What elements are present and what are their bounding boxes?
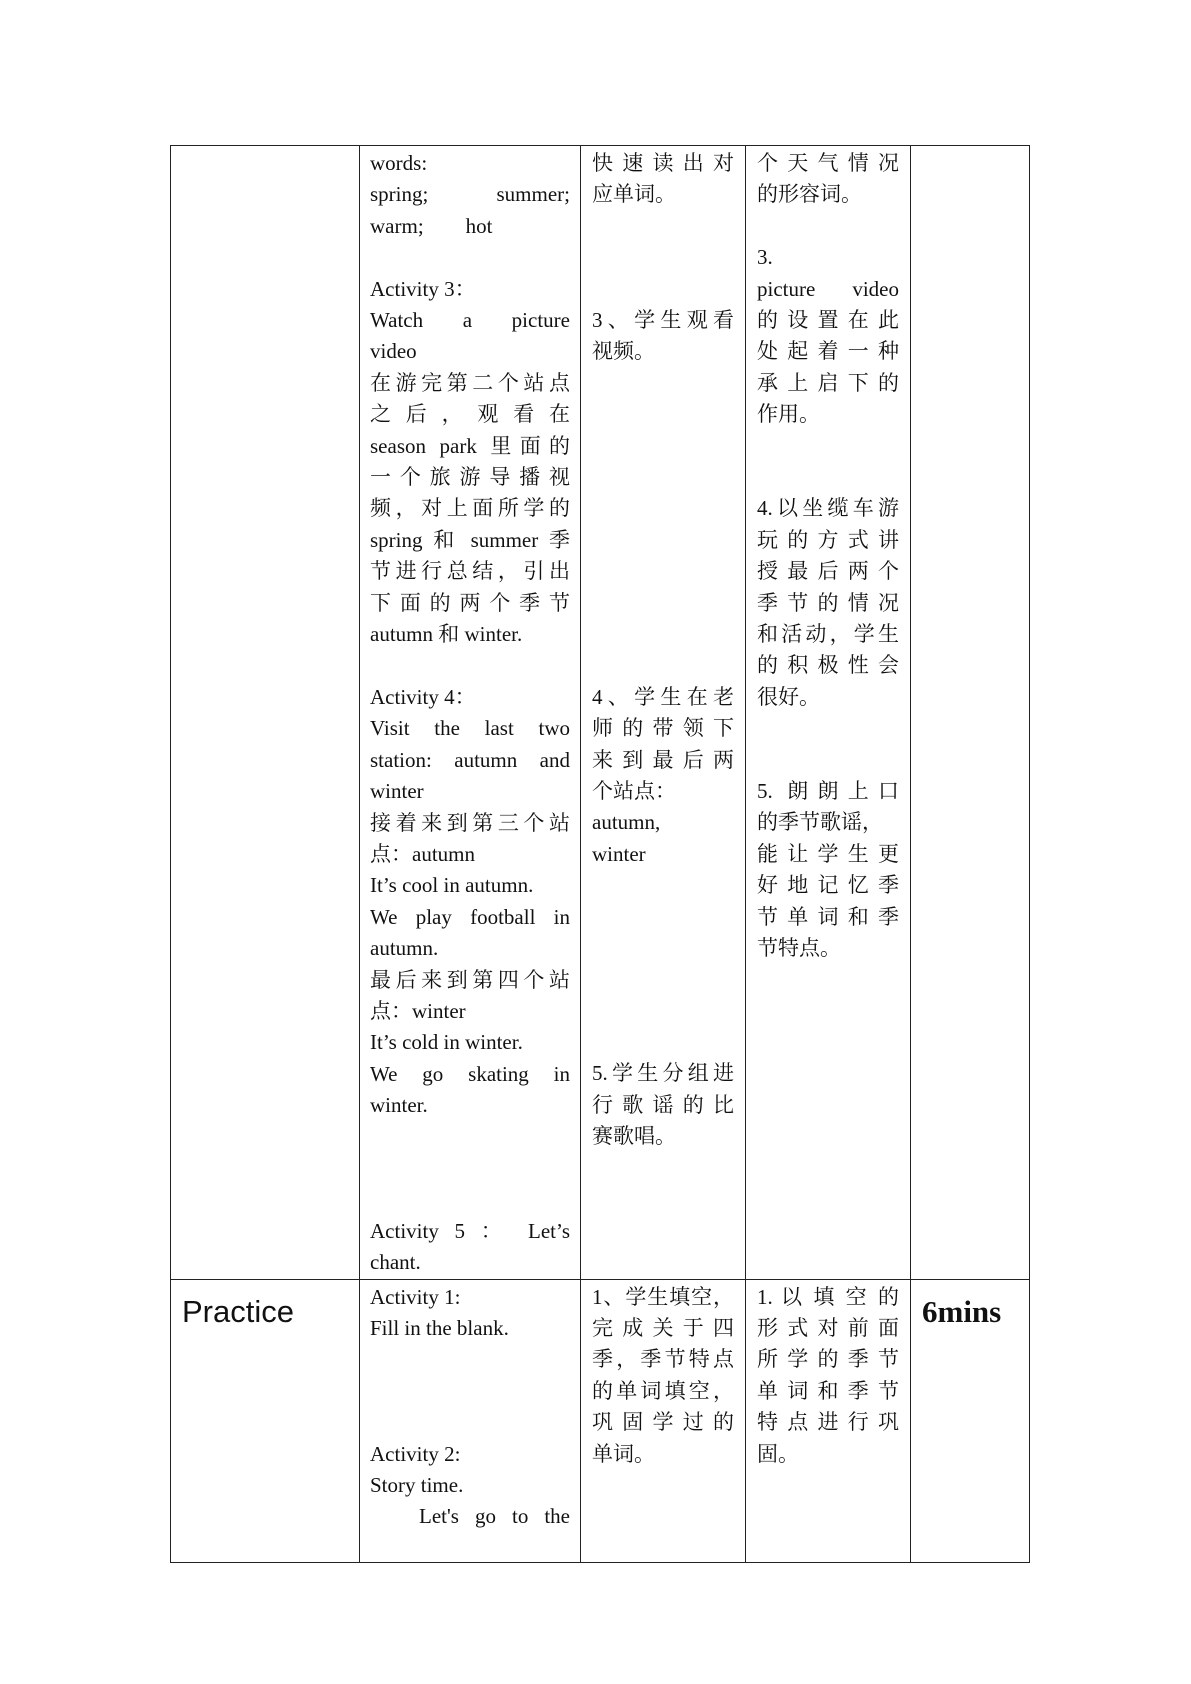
- blank-line: [592, 588, 734, 619]
- blank-line: [370, 1407, 570, 1438]
- text-line: 完 成 关 于 四: [592, 1315, 734, 1340]
- text-line: 作用。: [757, 402, 820, 427]
- text-line: Story time.: [370, 1472, 464, 1497]
- text-line: 的 设 置 在 此: [757, 308, 899, 333]
- text-line: 来 到 最 后 两: [592, 747, 734, 772]
- text-line: Activity 5 ： Let’s: [370, 1218, 570, 1243]
- blank-line: [370, 1344, 570, 1375]
- text-line: station: autumn and: [370, 747, 570, 772]
- student-activity-cell: [581, 1279, 746, 1562]
- teacher-activity-cell: [360, 1279, 581, 1562]
- text-line: Let's go to the: [419, 1504, 570, 1529]
- blank-line: [592, 556, 734, 587]
- blank-line: [592, 933, 734, 964]
- text-line: We play football in: [370, 904, 570, 929]
- text-line: 巩 固 学 过 的: [592, 1410, 734, 1435]
- text-line: 所 学 的 季 节: [757, 1347, 899, 1372]
- blank-line: [757, 745, 899, 776]
- blank-line: [592, 211, 734, 242]
- text-line: 5. 朗朗上口: [757, 779, 899, 804]
- text-line: Watch a picture: [370, 308, 570, 333]
- text-line: winter: [592, 841, 646, 866]
- text-line: It’s cold in winter.: [370, 1030, 523, 1055]
- text-line: 点：autumn: [370, 841, 475, 866]
- text-line: season park 里面的: [370, 433, 570, 458]
- text-line: 季，季节特点: [592, 1347, 734, 1372]
- table-row-continuation: [171, 146, 1030, 1280]
- purpose-lines: [746, 1280, 910, 1470]
- blank-line: [757, 713, 899, 744]
- text-line: 的季节歌谣，: [757, 810, 883, 835]
- text-line: 节进行总结，引出: [370, 559, 570, 584]
- text-line: 师 的 带 领 下: [592, 716, 734, 741]
- text-line: 授 最 后 两 个: [757, 559, 899, 584]
- text-line: 4.以坐缆车游: [757, 496, 899, 521]
- text-line: 个 天 气 情 况: [757, 151, 899, 175]
- blank-line: [370, 1376, 570, 1407]
- text-line: spring; summer;: [370, 182, 570, 207]
- text-line: Fill in the blank.: [370, 1315, 509, 1340]
- text-line: Visit the last two: [370, 716, 570, 741]
- blank-line: [370, 1122, 570, 1153]
- text-line: 特 点 进 行 巩: [757, 1410, 899, 1435]
- text-line: 的 积 极 性 会: [757, 653, 899, 678]
- text-line: 季 节 的 情 况: [757, 590, 899, 615]
- stage-cell-empty: [171, 146, 360, 1280]
- teacher-activity-cell: [360, 146, 581, 1280]
- text-line: words:: [370, 151, 428, 175]
- text-line: 一 个 旅 游 导 播 视: [370, 465, 570, 490]
- purpose-cell: [746, 146, 911, 1280]
- blank-line: [592, 902, 734, 933]
- text-line: Activity 4：: [370, 684, 476, 709]
- text-line: 承 上 启 下 的: [757, 370, 899, 395]
- text-line: 单 词 和 季 节: [757, 1378, 899, 1403]
- text-line: 单词。: [592, 1441, 655, 1466]
- text-line: 个站点：: [592, 778, 676, 803]
- text-line: 最后来到第四个站: [370, 967, 570, 992]
- text-line: 的单词填空，: [592, 1378, 734, 1403]
- blank-line: [592, 399, 734, 430]
- teacher-activity-lines: [360, 146, 580, 1279]
- blank-line: [592, 964, 734, 995]
- time-cell-empty: [911, 146, 1030, 1280]
- text-line: 的形容词。: [757, 182, 862, 207]
- text-line: 好 地 记 忆 季: [757, 873, 899, 898]
- text-line: 固。: [757, 1441, 799, 1466]
- text-line: autumn,: [592, 810, 661, 835]
- text-line: autumn.: [370, 936, 439, 961]
- purpose-lines: [746, 146, 910, 964]
- text-line: Activity 3：: [370, 276, 476, 301]
- text-line: autumn 和 winter.: [370, 622, 523, 647]
- text-line: 能 让 学 生 更: [757, 841, 899, 866]
- student-activity-lines: [581, 146, 745, 1153]
- text-line: 之 后 ， 观 看 在: [370, 402, 570, 427]
- text-line: 在游完第二个站点: [370, 370, 570, 395]
- teacher-activity-lines: [360, 1280, 580, 1533]
- student-activity-cell: [581, 146, 746, 1280]
- blank-line: [592, 242, 734, 273]
- text-line: 赛歌唱。: [592, 1124, 676, 1149]
- text-line: 接着来到第三个站: [370, 810, 570, 835]
- text-line: 5.学生分组进: [592, 1061, 734, 1086]
- text-line: 4、学生在老: [592, 684, 734, 709]
- text-line: 1. 以 填 空 的: [757, 1284, 899, 1309]
- student-activity-lines: [581, 1280, 745, 1470]
- text-line: 应单词。: [592, 182, 676, 207]
- text-line: 频，对上面所学的: [370, 496, 570, 521]
- blank-line: [592, 1027, 734, 1058]
- blank-line: [592, 619, 734, 650]
- text-line: winter.: [370, 1093, 428, 1118]
- text-line: picture video: [757, 276, 899, 301]
- blank-line: [592, 525, 734, 556]
- blank-line: [592, 274, 734, 305]
- blank-line: [592, 462, 734, 493]
- text-line: 节 单 词 和 季: [757, 904, 899, 929]
- text-line: 处 起 着 一 种: [757, 339, 899, 364]
- blank-line: [757, 211, 899, 242]
- text-line: 玩 的 方 式 讲: [757, 527, 899, 552]
- blank-line: [592, 870, 734, 901]
- text-line: video: [370, 339, 417, 364]
- purpose-cell: [746, 1279, 911, 1562]
- blank-line: [592, 493, 734, 524]
- blank-line: [592, 368, 734, 399]
- blank-line: [592, 650, 734, 681]
- table-row-practice: [171, 1279, 1030, 1562]
- text-line: We go skating in: [370, 1061, 570, 1086]
- blank-line: [370, 1153, 570, 1184]
- stage-label: Practice: [182, 1293, 294, 1329]
- text-line: winter: [370, 779, 424, 804]
- blank-line: [757, 462, 899, 493]
- text-line: 行 歌 谣 的 比: [592, 1092, 734, 1117]
- text-line: 快 速 读 出 对: [592, 151, 734, 175]
- text-line: 和活动，学生: [757, 622, 899, 647]
- text-line: 很好。: [757, 684, 820, 709]
- text-line: 节特点。: [757, 936, 841, 961]
- lesson-plan-table: [170, 145, 1030, 1563]
- time-label: 6mins: [922, 1293, 1002, 1329]
- blank-line: [592, 996, 734, 1027]
- text-line: 点：winter: [370, 998, 466, 1023]
- text-line: 下 面 的 两 个 季 节: [370, 590, 570, 615]
- text-line: It’s cool in autumn.: [370, 873, 534, 898]
- time-cell: [911, 1279, 1030, 1562]
- blank-line: [370, 650, 570, 681]
- text-line: spring 和 summer 季: [370, 527, 570, 552]
- text-line: warm; hot: [370, 213, 493, 238]
- blank-line: [370, 1184, 570, 1215]
- blank-line: [370, 242, 570, 273]
- text-line: 视频。: [592, 339, 655, 364]
- stage-cell: [171, 1279, 360, 1562]
- text-line: chant.: [370, 1250, 421, 1275]
- text-line: Activity 1:: [370, 1284, 461, 1309]
- text-line: 3.: [757, 245, 773, 270]
- text-line: 形 式 对 前 面: [757, 1315, 899, 1340]
- text-line: Activity 2:: [370, 1441, 461, 1466]
- text-line: 3、学生观看: [592, 307, 734, 332]
- blank-line: [757, 431, 899, 462]
- text-line: 1、学生填空，: [592, 1284, 734, 1309]
- blank-line: [592, 431, 734, 462]
